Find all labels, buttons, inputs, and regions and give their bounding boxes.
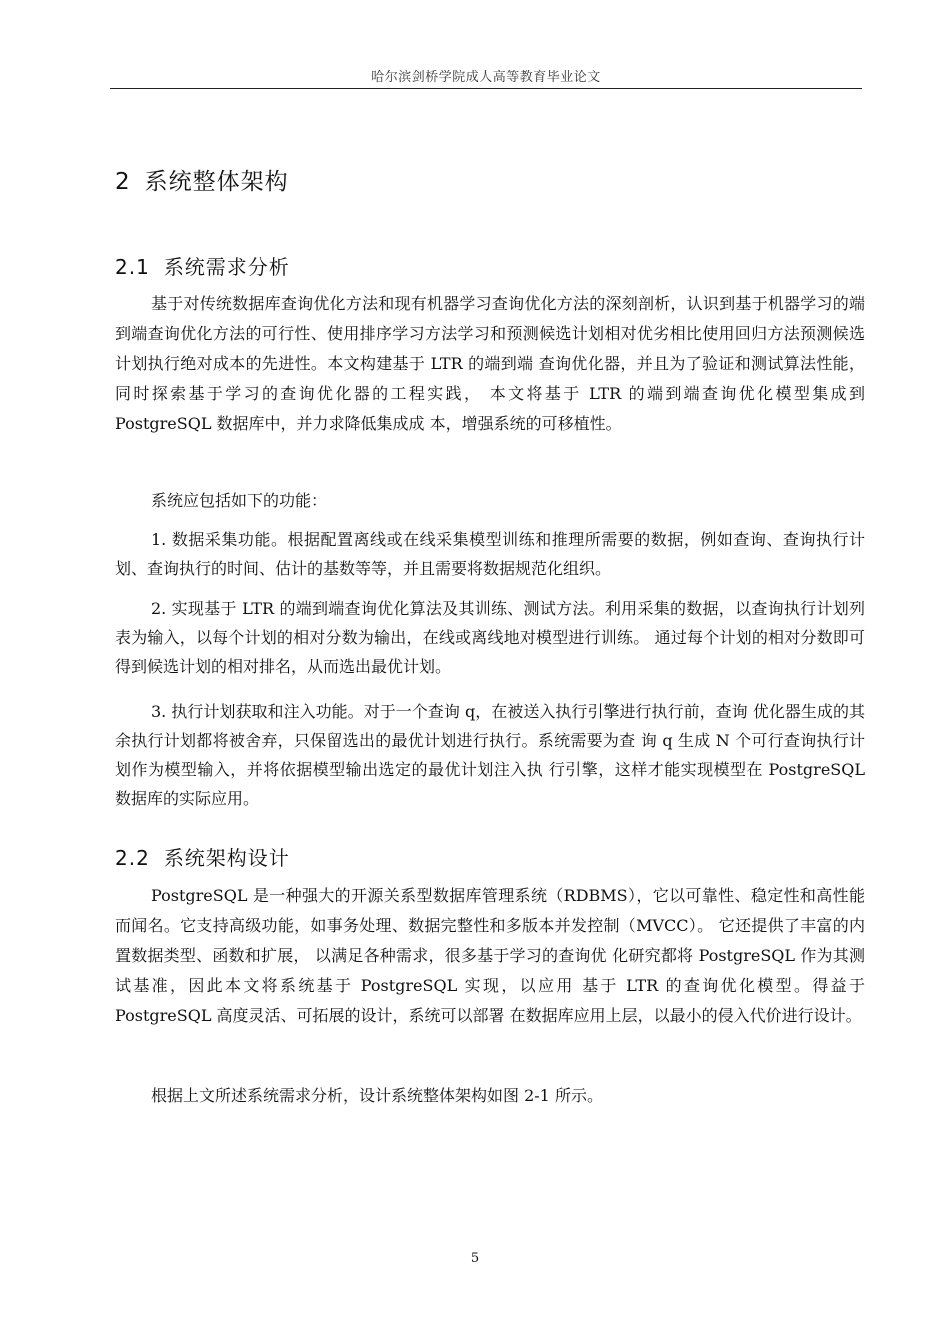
section-2-1-paragraph-2	[115, 486, 865, 516]
section-2-1-number: 2.1	[115, 255, 150, 279]
section-2-2-number: 2.2	[115, 846, 150, 870]
paragraph-text: PostgreSQL 是一种强大的开源关系型数据库管理系统（RDBMS），它以可靠性、稳定性和高性能而闻名。它支持高级功能，如事务处理、数据完整性和多版本并发控制（MVCC）。 它还提供了丰富的内置数据类型、函数和扩展， 以满足各种需求，很多基于学习的查询优 化研究都将 PostgreSQL 作为其测试基准，因此本文将系统基于 PostgreSQL 实现，以应用 基于 LTR 的查询优化模型。得益于 PostgreSQL 高度灵活、可拓展的设计，系统可以部署 在数据库应用上层，以最小的侵入代价进行设计。	[115, 886, 865, 1025]
page-number: 5	[470, 1251, 480, 1266]
section-2-1-title: 系统需求分析	[163, 255, 290, 279]
section-2-1-heading	[115, 251, 290, 280]
running-header: 哈尔滨剑桥学院成人高等教育毕业论文	[371, 70, 601, 85]
list-item-text: 2. 实现基于 LTR 的端到端查询优化算法及其训练、测试方法。利用采集的数据，以查询执行计划列表为输入，以每个计划的相对分数为输出，在线或离线地对模型进行训练。 通过每个计划的相对分数即可得到候选计划的相对排名，从而选出最优计划。	[115, 599, 865, 676]
section-2-2-paragraph-2	[115, 1081, 865, 1111]
section-2-2-title: 系统架构设计	[163, 846, 290, 870]
function-item-3	[115, 697, 865, 813]
section-2-2-heading	[115, 842, 290, 871]
list-item-text: 3. 执行计划获取和注入功能。对于一个查询 q，在被送入执行引擎进行执行前，查询 优化器生成的其余执行计划都将被舍弃，只保留选出的最优计划进行执行。系统需要为查 询 q 生成 N 个可行查询执行计划作为模型输入，并将依据模型输出选定的最优计划注入执 行引擎，这样才能实现模型在 PostgreSQL 数据库的实际应用。	[115, 702, 865, 808]
chapter-heading	[115, 163, 289, 196]
paragraph-text: 根据上文所述系统需求分析，设计系统整体架构如图 2-1 所示。	[151, 1086, 603, 1105]
header-rule	[110, 88, 862, 89]
function-item-2	[115, 594, 865, 681]
list-item-text: 1. 数据采集功能。根据配置离线或在线采集模型训练和推理所需要的数据，例如查询、查询执行计划、查询执行的时间、估计的基数等等，并且需要将数据规范化组织。	[115, 530, 865, 578]
section-2-2-paragraph-1	[115, 881, 865, 1031]
chapter-title: 系统整体架构	[144, 169, 289, 195]
section-2-1-paragraph-1	[115, 289, 865, 439]
function-item-1	[115, 525, 865, 583]
paragraph-text: 系统应包括如下的功能：	[151, 491, 328, 510]
chapter-number: 2	[115, 169, 131, 195]
paragraph-text: 基于对传统数据库查询优化方法和现有机器学习查询优化方法的深刻剖析，认识到基于机器学习的端到端查询优化方法的可行性、使用排序学习方法学习和预测候选计划相对优劣相比使用回归方法预测候选计划执行绝对成本的先进性。本文构建基于 LTR 的端到端 查询优化器，并且为了验证和测试算法性能，同时探索基于学习的查询优化器的工程实践， 本文将基于 LTR 的端到端查询优化模型集成到 PostgreSQL 数据库中，并力求降低集成成 本，增强系统的可移植性。	[115, 294, 865, 433]
